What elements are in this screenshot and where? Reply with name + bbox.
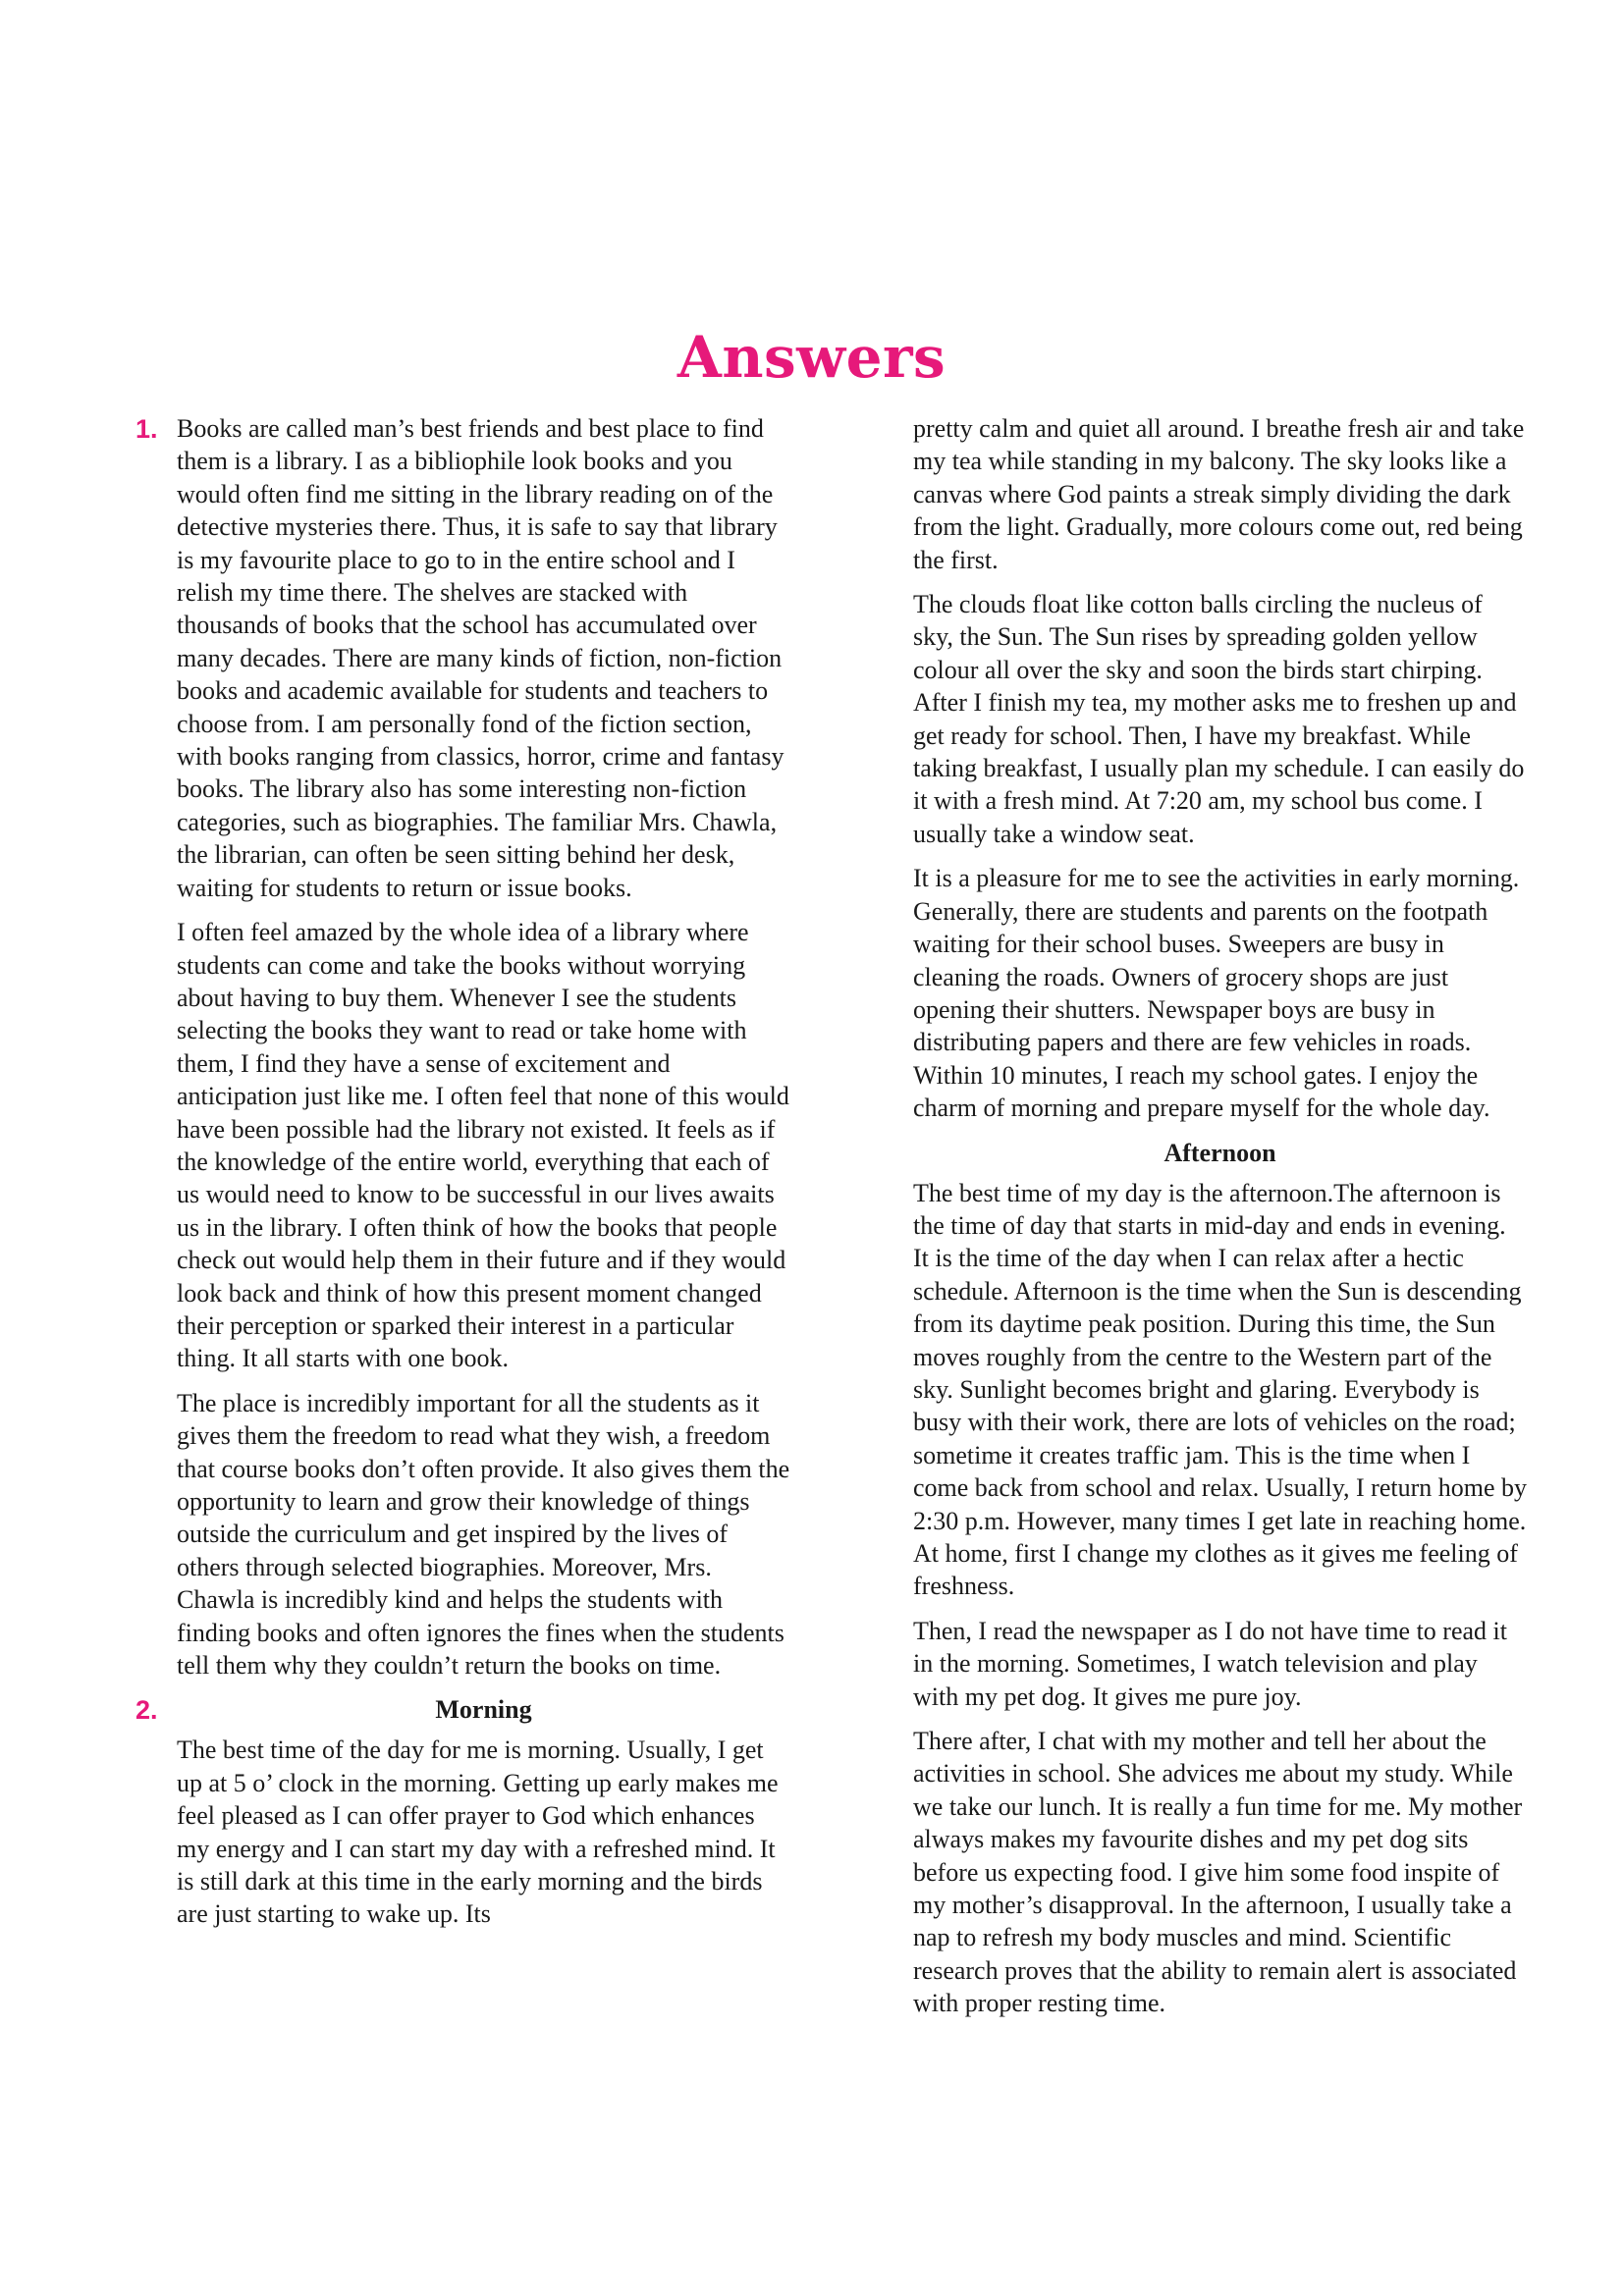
morning-paragraph-continued: pretty calm and quiet all around. I breathe fresh air and take my tea while standing in my balcony. The sky looks like a canvas where God paints a streak simply dividing the dark from the light. Gradually, more colours come out, red being the first. [913, 414, 1525, 574]
morning-paragraph: The best time of the day for me is morning. Usually, I get up at 5 o’ clock in the morning. Getting up early makes me feel pleased as I can offer prayer to God which enhances my energy and I can start my day with a refreshed mind. It is still dark at this time in the early morning and the birds are just starting to wake up. Its [177, 1735, 779, 1929]
answer-1-paragraph: Books are called man’s best friends and best place to find them is a library. I as a bibliophile look books and you would often find me sitting in the library reading on of the detective mysteries there. Thus, it is safe to say that library is my favourite place to go to in the entire school and I relish my time there. The shelves are stacked with thousands of books that the school has accumulated over many decades. There are many kinds of fiction, non-fiction books and academic available for students and teachers to choose from. I am personally fond of the fiction section, with books ranging from classics, horror, crime and fantasy books. The library also has some interesting non-fiction categories, such as biographies. The familiar Mrs. Chawla, the librarian, can often be seen sitting behind her desk, waiting for students to return or issue books. [177, 414, 784, 902]
question-number-1: 1. [135, 414, 158, 444]
answer-2-start [135, 1693, 790, 1930]
answer-1-paragraph: I often feel amazed by the whole idea of a library where students can come and take the books without worrying about having to buy them. Whenever I see the students selecting the books they want to read or take home with them, I find they have a sense of excitement and anticipation just like me. I often feel that none of this would have been possible had the library not existed. It feels as if the knowledge of the entire world, everything that each of us would need to know to be successful in our lives awaits us in the library. I often think of how the books that people check out would help them in their future and if they would look back and think of how this present moment changed their perception or sparked their interest in a particular thing. It all starts with one book. [177, 918, 789, 1373]
left-column [135, 412, 790, 1943]
afternoon-paragraph: Then, I read the newspaper as I do not have time to read it in the morning. Sometimes, I watch television and play with my pet dog. It gives me pure joy. [913, 1616, 1507, 1711]
section-heading-morning: Morning [435, 1695, 532, 1725]
morning-paragraph: It is a pleasure for me to see the activities in early morning. Generally, there are students and parents on the footpath waiting for their school buses. Sweepers are busy in cleaning the roads. Owners of grocery shops are just opening their shutters. Newspaper boys are busy in distributing papers and there are few vehicles in roads. Within 10 minutes, I reach my school gates. I enjoy the charm of morning and prepare myself for the whole day. [913, 864, 1520, 1123]
section-heading-afternoon: Afternoon [1163, 1138, 1276, 1167]
morning-paragraph: The clouds float like cotton balls circling the nucleus of sky, the Sun. The Sun rises by spreading golden yellow colour all over the sky and soon the birds start chirping. After I finish my tea, my mother asks me to freshen up and get ready for school. Then, I have my breakfast. While taking breakfast, I usually plan my schedule. I can easily do it with a fresh mind. At 7:20 am, my school bus come. I usually take a window seat. [913, 590, 1525, 848]
right-column [913, 412, 1527, 2032]
question-number-2: 2. [135, 1695, 158, 1726]
answer-1-paragraph: The place is incredibly important for all the students as it gives them the freedom to read what they wish, a freedom that course books don’t often provide. It also gives them the opportunity to learn and grow their knowledge of things outside the curriculum and get inspired by the lives of others through selected biographies. Moreover, Mrs. Chawla is incredibly kind and helps the students with finding books and often ignores the fines when the students tell them why they couldn’t return the books on time. [177, 1388, 790, 1681]
afternoon-paragraph: There after, I chat with my mother and tell her about the activities in school. She advices me about my study. While we take our lunch. It is really a fun time for me. My mother always makes my favourite dishes and my pet dog sits before us expecting food. I give him some food inspite of my mother’s disapproval. In the afternoon, I usually take a nap to refresh my body muscles and mind. Scientific research proves that the ability to remain alert is associated with proper resting time. [913, 1727, 1523, 2018]
page-title: Answers [676, 324, 947, 391]
afternoon-paragraph: The best time of my day is the afternoon.The afternoon is the time of day that starts in mid-day and ends in evening. It is the time of the day when I can relax after a hectic schedule. Afternoon is the time when the Sun is descending from its daytime peak position. During this time, the Sun moves roughly from the centre to the Western part of the sky. Sunlight becomes bright and glaring. Everybody is busy with their work, there are lots of vehicles on the road; sometime it creates traffic jam. This is the time when I come back from school and relax. Usually, I return home by 2:30 p.m. However, many times I get late in reaching home. At home, first I change my clothes as it gives me feeling of freshness. [913, 1178, 1528, 1601]
